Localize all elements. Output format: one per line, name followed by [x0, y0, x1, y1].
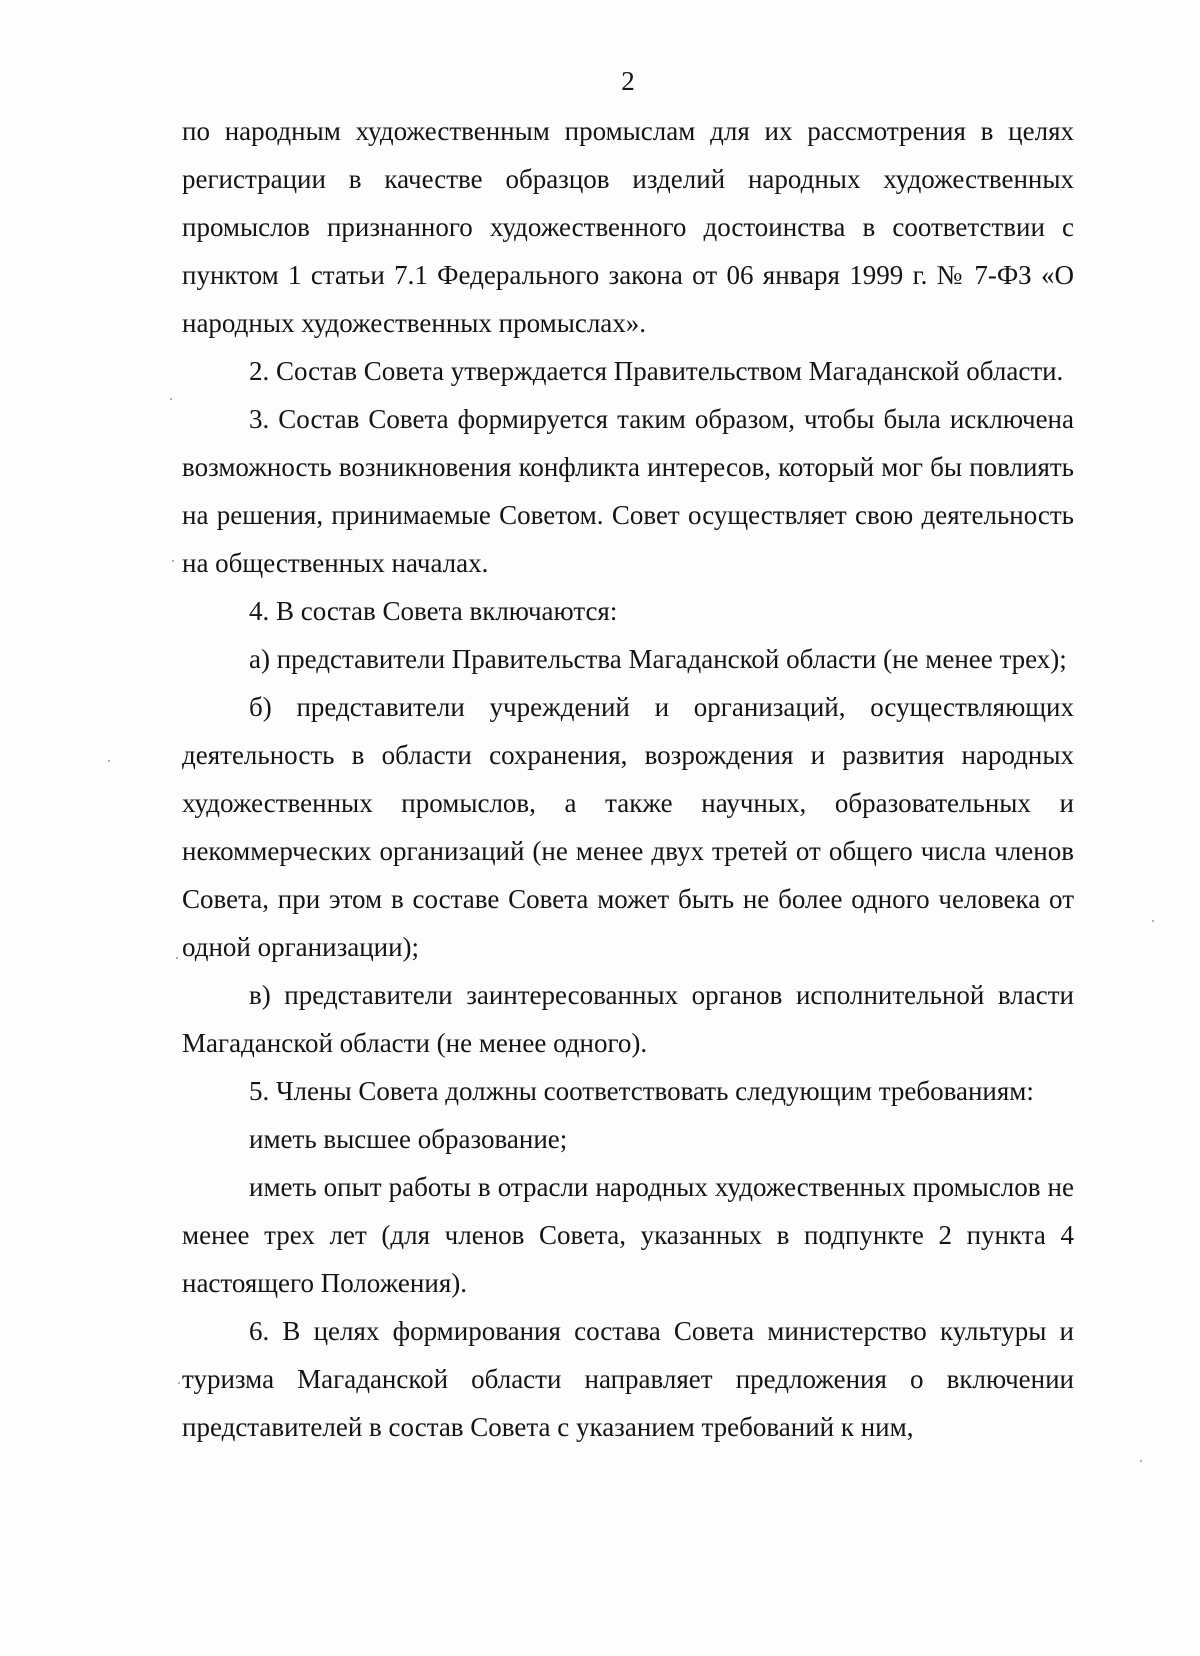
- paragraph-item-6: 6. В целях формирования состава Совета министерство культуры и туризма Магаданской области направляет предложения о включении представителей в состав Совета с указанием требований к ним,: [182, 1316, 1074, 1442]
- scan-speck: [176, 957, 178, 959]
- paragraph-item-3: 3. Состав Совета формируется таким образом, чтобы была исключена возможность возникновения конфликта интересов, который мог бы повлиять на решения, принимаемые Советом. Совет осуществляет свою деятельность на общественных началах.: [182, 404, 1074, 578]
- document-body: [182, 107, 1074, 1451]
- paragraph-item-5: 5. Члены Совета должны соответствовать следующим требованиям:: [249, 1076, 1034, 1106]
- paragraph-continuation: по народным художественным промыслам для их рассмотрения в целях регистрации в качестве образцов изделий народных художественных промыслов признанного художественного достоинства в соответствии с пунктом 1 статьи 7.1 Федерального закона от 06 января 1999 г. № 7-ФЗ «О народных художественных промыслах».: [182, 116, 1074, 338]
- paragraph-item-2: 2. Состав Совета утверждается Правительством Магаданской области.: [249, 356, 1064, 386]
- scan-speck: [1140, 1460, 1142, 1462]
- scan-speck: [108, 760, 110, 762]
- scan-speck: [178, 1382, 180, 1384]
- paragraph-subitem-b: б) представители учреждений и организаций, осуществляющих деятельность в области сохранения, возрождения и развития народных художественных промыслов, а также научных, образовательных и некоммерческих организаций (не менее двух третей от общего числа членов Совета, при этом в составе Совета может быть не более одного человека от одной организации);: [182, 692, 1074, 962]
- paragraph-subitem-v: в) представители заинтересованных органов исполнительной власти Магаданской области (не менее одного).: [182, 980, 1074, 1058]
- paragraph-item-4: 4. В состав Совета включаются:: [249, 596, 618, 626]
- paragraph-requirement-education: иметь высшее образование;: [249, 1124, 568, 1154]
- page-number: 2: [621, 66, 635, 96]
- paragraph-subitem-a: а) представители Правительства Магаданской области (не менее трех);: [249, 644, 1067, 674]
- scan-speck: [172, 560, 174, 562]
- scan-speck: [1152, 920, 1154, 922]
- scan-speck: [170, 398, 172, 400]
- paragraph-requirement-experience: иметь опыт работы в отрасли народных художественных промыслов не менее трех лет (для членов Совета, указанных в подпункте 2 пункта 4 настоящего Положения).: [182, 1172, 1074, 1298]
